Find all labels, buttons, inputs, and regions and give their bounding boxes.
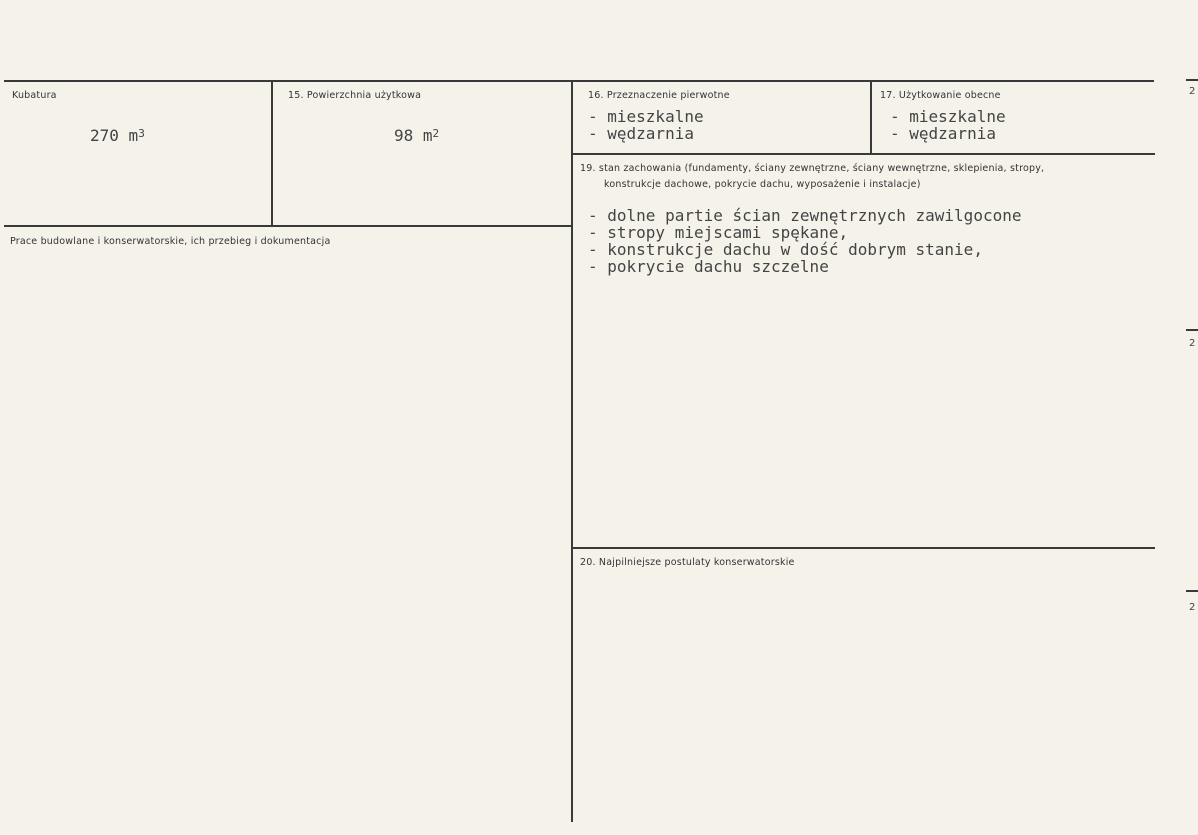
edge-tick-3 <box>1186 590 1198 592</box>
stan-label-line-2: konstrukcje dachowe, pokrycie dachu, wyposażenie i instalacje) <box>604 179 921 190</box>
powierzchnia-unit: m <box>422 126 433 145</box>
divider-kubatura <box>271 82 273 227</box>
edge-tick-1 <box>1186 79 1198 81</box>
kubatura-exponent: 3 <box>138 127 145 140</box>
edge-tick-2 <box>1186 329 1198 331</box>
stan-line-4: - pokrycie dachu szczelne <box>588 257 829 276</box>
powierzchnia-label: 15. Powierzchnia użytkowa <box>288 90 422 101</box>
uzytkowanie-line-2: - wędzarnia <box>890 124 996 143</box>
kubatura-label: Kubatura <box>12 90 57 101</box>
top-rule <box>4 80 1154 82</box>
uzytkowanie-label: 17. Użytkowanie obecne <box>880 90 1001 101</box>
rule-stan-top <box>572 153 1155 155</box>
edge-mark-1: 2 <box>1189 86 1196 97</box>
stan-line-1: - dolne partie ścian zewnętrznych zawilgocone <box>588 206 1022 225</box>
stan-line-3: - konstrukcje dachu w dość dobrym stanie, <box>588 240 983 259</box>
kubatura-unit: m <box>128 126 139 145</box>
powierzchnia-value <box>394 127 439 146</box>
rule-postulaty-top <box>572 547 1155 549</box>
edge-mark-3: 2 <box>1189 602 1196 613</box>
przeznaczenie-label: 16. Przeznaczenie pierwotne <box>588 90 730 101</box>
stan-label-line-1: 19. stan zachowania (fundamenty, ściany zewnętrzne, ściany wewnętrzne, sklepienia, stropy, <box>580 163 1045 174</box>
stan-line-2: - stropy miejscami spękane, <box>588 223 849 242</box>
przeznaczenie-line-1: - mieszkalne <box>588 107 704 126</box>
divider-center <box>571 82 573 822</box>
kubatura-value <box>90 127 145 146</box>
rule-left-section <box>4 225 572 227</box>
divider-uzytkowanie <box>870 82 872 154</box>
edge-mark-2: 2 <box>1189 338 1196 349</box>
powierzchnia-exponent: 2 <box>432 127 440 140</box>
postulaty-label: 20. Najpilniejsze postulaty konserwatorskie <box>580 557 795 568</box>
przeznaczenie-line-2: - wędzarnia <box>588 124 694 143</box>
kubatura-number: 270 <box>90 126 119 145</box>
uzytkowanie-line-1: - mieszkalne <box>890 107 1006 126</box>
powierzchnia-number: 98 <box>394 126 414 145</box>
prace-label: Prace budowlane i konserwatorskie, ich przebieg i dokumentacja <box>10 236 331 247</box>
